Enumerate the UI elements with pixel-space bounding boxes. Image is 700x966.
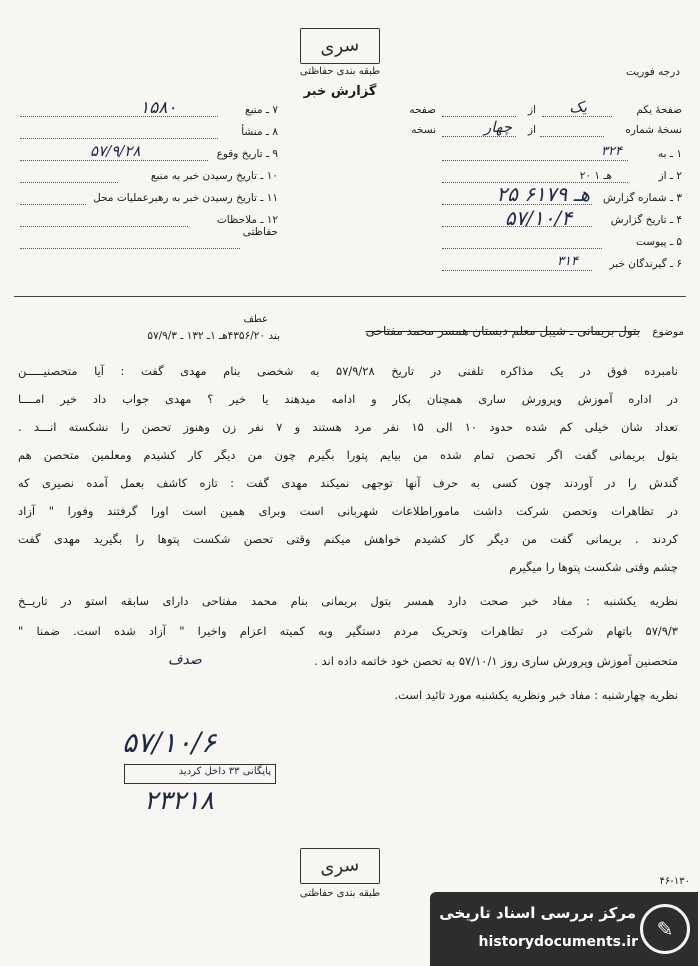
margin-handwritten-note: صدف [168,652,202,668]
attachment-label: ۵ ـ پیوست [635,236,682,248]
left-fields-block [20,98,278,264]
header-separator [14,296,686,297]
body-line: در اداره آموزش وپرورش ساری همچنان بکار و ادامه میدهند یا خیر ؟ مهدی جواب داد خیر امــــا [18,392,678,406]
page-count-value: یک [569,98,587,116]
field-from-label: ۲ ـ از [658,170,682,182]
subject-reference: بند ۴۳۵۶/۲۰هـ ۱ـ ۱۳۲ ـ ۵۷/۹/۳ [147,330,280,342]
field-from-value: ۲۰ هـ ۱ [579,170,612,182]
bottom-secret-stamp-text: سری [319,853,361,879]
report-title: گزارش خبر [303,84,377,99]
body-line: کردند . بریمانی گفت من دیگر کار کشیدم خواهش میکنم وقتی تحصن شکست پتوها را بگیرید مهدی گفت [18,532,678,546]
page-count-from: از [528,104,536,116]
report-date-label: ۴ ـ تاریخ گزارش [610,214,682,226]
event-date-value: ۵۷/۹/۲۸ [90,142,141,160]
classification-label-top: طبقه بندی حفاظتی [299,66,381,77]
copy-number-label: نسخهٔ شماره [625,124,682,136]
page-code: ۴۶-۱۳۰ [659,876,690,887]
copy-number-end: نسخه [411,124,436,136]
body-line: نظریه چهارشنبه : مفاد خبر ونظریه یکشنبه مورد تائید است. [394,688,678,702]
classification-label-bottom: طبقه بندی حفاظتی [299,888,381,899]
reference-note: عطف [243,314,268,325]
field-to-value: ۳۲۴ [601,144,622,159]
body-line: تعداد شان خیلی کم شده حدود ۱۰ الی ۱۵ نفر مرد هستند و ۷ نفر زن وهنوز تحصن را نشکسته انـــد . [18,420,678,434]
right-fields-block [390,98,682,284]
report-number-label: ۳ ـ شماره گزارش [603,192,682,204]
archive-logo-url[interactable]: historydocuments.ir [478,934,638,950]
handwritten-number: ۲۳۲۱۸ [144,786,214,816]
body-line: گندش را در آوردند چون کسی به حرف آنها توجهی نمیکند مهدی گفت : تازه کاشف بعمل آمده نصیری که [18,476,678,490]
copy-number-from: از [528,124,536,136]
bottom-secret-stamp [300,848,380,884]
security-notes-label: ۱۲ ـ ملاحظات حفاظتی [216,214,278,238]
filing-stamp-box [124,764,276,784]
body-line: ۵۷/۹/۳ باتهام شرکت در تظاهرات وتحریک مردم دستگیر وبه کمیته اعزام واخیرا " آزاد شده است. ضمنا " [18,624,678,638]
body-line: متحصنین آموزش وپرورش ساری روز ۵۷/۱۰/۱ به تحصن خود خاتمه داده اند . [314,654,678,668]
body-line: چشم وقتی شکست پتوها را میگیرم [509,560,678,574]
recipients-value: ۳۱۴ [557,254,578,269]
source-value: ۱۵۸۰ [140,98,177,118]
page-count-end: صفحه [409,104,436,116]
subject-label: موضوع [652,326,684,338]
source-label: ۷ ـ منبع [245,104,278,116]
body-line: بتول بریمانی گفت اگر تحصن تمام شده من بیایم پتورا بگیرم چون من دیگر کار کشیدم ومعلمین متحصن هم [18,448,678,462]
report-date-value: ۵۷/۱۰/۴ [504,206,572,230]
filing-stamp-text: پایگانی ۳۳ داخل کردید [178,766,271,777]
field-to-label: ۱ ـ به [658,148,682,160]
archive-logo-title: مرکز بررسی اسناد تاریخی [439,904,636,922]
page-count-label: صفحهٔ یکم [636,104,682,116]
archive-emblem-icon: ✎ [640,904,690,954]
top-secret-stamp [300,28,380,64]
top-secret-stamp-text: سری [319,33,361,59]
copy-number-value: چهار [483,118,512,136]
report-number-value: ۲۵ هـ ۶۱۷۹ [496,182,590,206]
origin-label: ۸ ـ منشأ [241,126,278,138]
archive-logo-band [430,892,698,966]
event-date-label: ۹ ـ تاریخ وقوع [216,148,278,160]
subject-text: بتول بریمانی ـ شیبل معلم دبستان همسر محمد مفتاحی [365,324,640,338]
handwritten-date: ۵۷/۱۰/۶ [122,726,217,759]
body-line: در تظاهرات وتحصن شرکت داشت ماموراطلاعات شهربانی است وبرای همین است اورا گرفتند وفورا " آزاد [18,504,678,518]
body-line: نظریه یکشنبه : مفاد خبر صحت دارد همسر بتول بریمانی بنام محمد مفتاحی دارای سابقه استو در تاریــخ [18,594,678,608]
received-leader-label: ۱۱ ـ تاریخ رسیدن خبر به رهبرعملیات محل [93,192,278,204]
received-source-label: ۱۰ ـ تاریخ رسیدن خبر به منبع [150,170,278,182]
urgency-label: درجه فوریت [626,66,680,78]
body-line: نامبرده فوق در یک مذاکره تلفنی در تاریخ ۵۷/۹/۲۸ به شخصی بنام مهدی گفت : آیا متحصنیـــــن [18,364,678,378]
recipients-label: ۶ ـ گیرندگان خبر [609,258,682,270]
